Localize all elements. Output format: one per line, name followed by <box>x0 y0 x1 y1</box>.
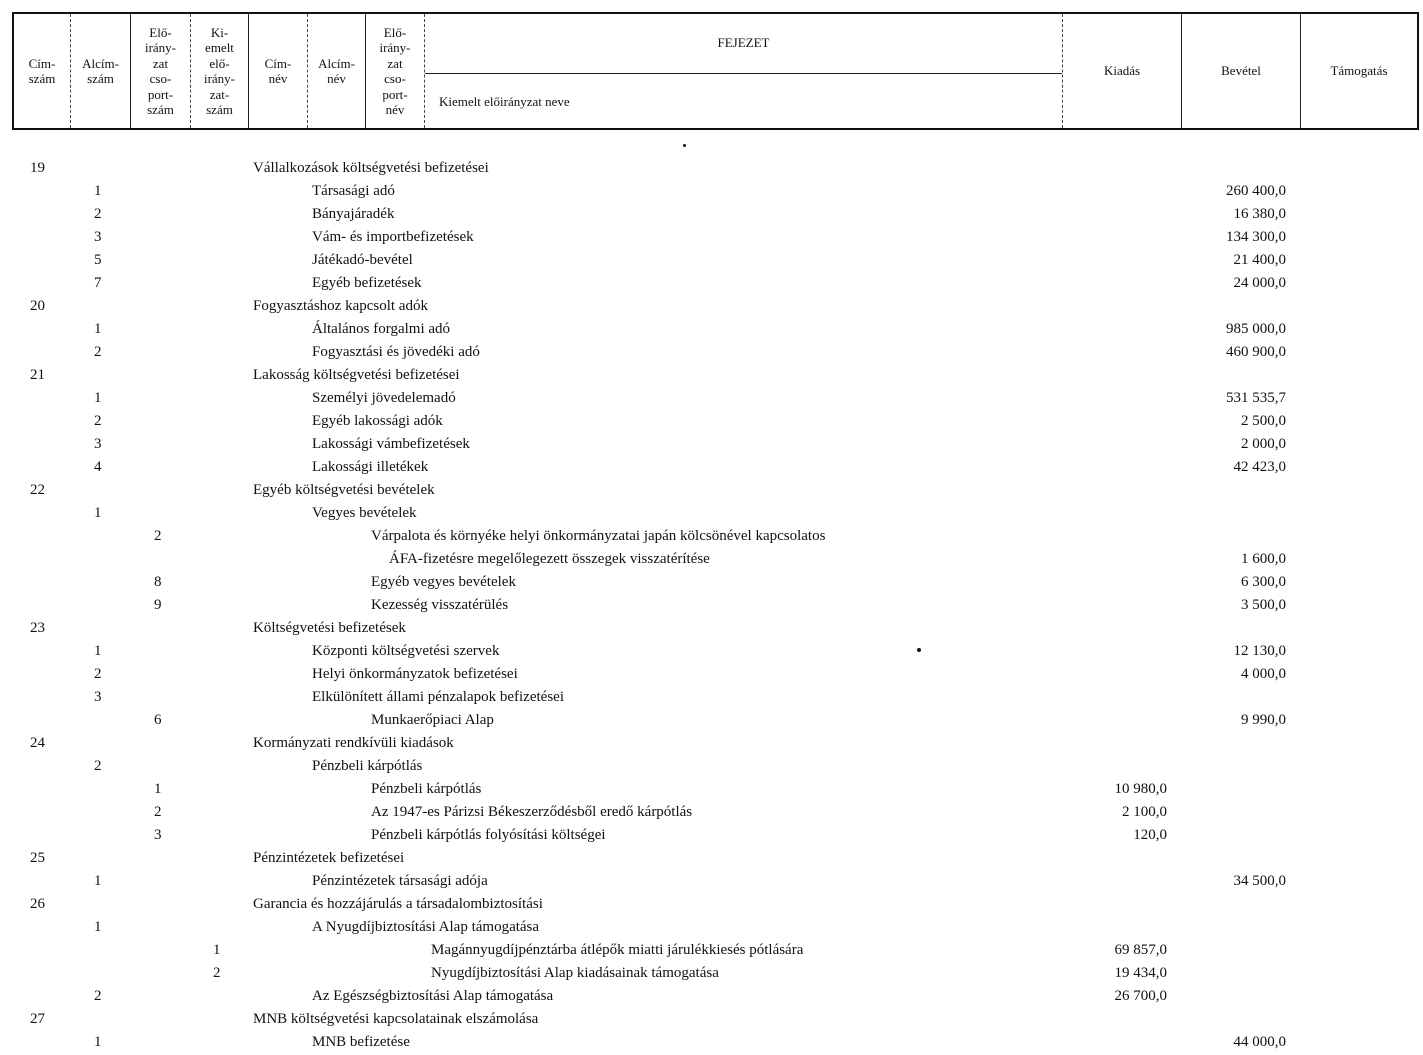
header-alcimszam: Alcím- szám <box>82 55 119 86</box>
row-name: Általános forgalmi adó <box>312 321 451 337</box>
row-code: 5 <box>94 252 102 268</box>
table-row <box>0 202 1423 225</box>
row-code: 20 <box>30 298 45 314</box>
row-code: 2 <box>94 758 102 774</box>
row-code: 21 <box>30 367 45 383</box>
table-row <box>0 570 1423 593</box>
row-name: Kezesség visszatérülés <box>371 597 509 613</box>
row-name: Pénzintézetek társasági adója <box>312 873 488 889</box>
row-code: 1 <box>94 873 102 889</box>
table-row <box>0 892 1423 915</box>
table-row <box>0 593 1423 616</box>
row-kiadas: 2 100,0 <box>1122 804 1167 820</box>
row-code: 3 <box>154 827 162 843</box>
header-tamogatas: Támogatás <box>1330 63 1388 79</box>
row-code: 1 <box>94 505 102 521</box>
row-code: 1 <box>94 321 102 337</box>
row-bevetel: 985 000,0 <box>1226 321 1286 337</box>
row-bevetel: 4 000,0 <box>1241 666 1286 682</box>
row-name: Helyi önkormányzatok befizetései <box>312 666 518 682</box>
table-row <box>0 363 1423 386</box>
table-row <box>0 271 1423 294</box>
row-code: 1 <box>94 643 102 659</box>
table-row <box>0 708 1423 731</box>
row-name: Bányajáradék <box>312 206 395 222</box>
row-code: 2 <box>94 988 102 1004</box>
table-row <box>0 225 1423 248</box>
table-row <box>0 1030 1423 1053</box>
row-name: Egyéb vegyes bevételek <box>371 574 516 590</box>
table-row <box>0 524 1423 570</box>
row-name: Lakossági vámbefizetések <box>312 436 470 452</box>
row-kiadas: 26 700,0 <box>1114 988 1167 1004</box>
table-row <box>0 179 1423 202</box>
table-row <box>0 248 1423 271</box>
row-code: 9 <box>154 597 162 613</box>
row-code: 27 <box>30 1011 45 1027</box>
row-bevetel: 134 300,0 <box>1226 229 1286 245</box>
table-row <box>0 800 1423 823</box>
row-code: 1 <box>94 390 102 406</box>
row-code: 25 <box>30 850 45 866</box>
table-row <box>0 846 1423 869</box>
header-kiemelt-eloiranyzat-neve: Kiemelt előirányzat neve <box>439 94 570 109</box>
row-name: Lakosság költségvetési befizetései <box>253 367 460 383</box>
table-row <box>0 432 1423 455</box>
row-name: Pénzbeli kárpótlás <box>312 758 423 774</box>
row-code: 2 <box>94 344 102 360</box>
header-cimnev: Cím- név <box>264 55 292 86</box>
row-bevetel: 460 900,0 <box>1226 344 1286 360</box>
row-code: 8 <box>154 574 162 590</box>
row-name: Az 1947-es Párizsi Békeszerződésből eredő kárpótlás <box>371 804 693 820</box>
row-name: Munkaerőpiaci Alap <box>371 712 494 728</box>
table-row <box>0 409 1423 432</box>
budget-table-body <box>0 156 1423 1053</box>
row-name: Az Egészségbiztosítási Alap támogatása <box>312 988 554 1004</box>
row-code: 22 <box>30 482 45 498</box>
table-row <box>0 386 1423 409</box>
table-row <box>0 869 1423 892</box>
header-kiadas: Kiadás <box>1103 63 1141 79</box>
row-name: Vállalkozások költségvetési befizetései <box>253 160 489 176</box>
row-code: 6 <box>154 712 162 728</box>
header-bevetel: Bevétel <box>1221 63 1261 79</box>
row-name: Központi költségvetési szervek <box>312 643 500 659</box>
row-name: Vám- és importbefizetések <box>312 229 474 245</box>
row-name: Költségvetési befizetések <box>253 620 406 636</box>
table-row <box>0 340 1423 363</box>
row-kiadas: 120,0 <box>1133 827 1167 843</box>
row-name: Garancia és hozzájárulás a társadalombiztosítási <box>253 896 543 912</box>
row-code: 1 <box>94 919 102 935</box>
row-code: 2 <box>154 528 162 544</box>
row-name: Fogyasztáshoz kapcsolt adók <box>253 298 428 314</box>
table-row <box>0 823 1423 846</box>
row-bevetel: 16 380,0 <box>1233 206 1286 222</box>
row-code: 3 <box>94 229 102 245</box>
row-code: 3 <box>94 689 102 705</box>
row-code: 3 <box>94 436 102 452</box>
row-bevetel: 21 400,0 <box>1233 252 1286 268</box>
table-row <box>0 777 1423 800</box>
row-code: 2 <box>94 206 102 222</box>
table-row <box>0 156 1423 179</box>
row-bevetel: 44 000,0 <box>1233 1034 1286 1050</box>
row-bevetel: 2 500,0 <box>1241 413 1286 429</box>
row-bevetel: 6 300,0 <box>1241 574 1286 590</box>
row-kiadas: 10 980,0 <box>1114 781 1167 797</box>
table-row <box>0 455 1423 478</box>
row-name: Pénzintézetek befizetései <box>253 850 405 866</box>
row-bevetel: 12 130,0 <box>1233 643 1286 659</box>
row-bevetel: 1 600,0 <box>1241 551 1286 567</box>
row-name: Pénzbeli kárpótlás folyósítási költségei <box>371 827 606 843</box>
header-alcimnev: Alcím- név <box>318 55 355 86</box>
row-code: 2 <box>94 666 102 682</box>
row-name: Nyugdíjbiztosítási Alap kiadásainak támogatása <box>431 965 719 981</box>
header-fejezet: FEJEZET <box>717 35 770 50</box>
row-name: Kormányzati rendkívüli kiadások <box>253 735 454 751</box>
row-name: A Nyugdíjbiztosítási Alap támogatása <box>312 919 540 935</box>
table-row <box>0 938 1423 961</box>
row-code: 2 <box>213 965 221 981</box>
row-name: Társasági adó <box>312 183 395 199</box>
row-name: MNB befizetése <box>312 1034 410 1050</box>
row-name: Egyéb befizetések <box>312 275 422 291</box>
scan-speck <box>683 144 686 147</box>
row-code: 24 <box>30 735 45 751</box>
table-row <box>0 731 1423 754</box>
header-kiemelt-eloiranyzatszam: Ki- emelt elő- irány- zat- szám <box>203 24 236 117</box>
row-bevetel: 260 400,0 <box>1226 183 1286 199</box>
table-header <box>12 12 1419 130</box>
table-row <box>0 961 1423 984</box>
table-row <box>0 639 1423 662</box>
row-name: Egyéb költségvetési bevételek <box>253 482 435 498</box>
table-row <box>0 1007 1423 1030</box>
row-code: 1 <box>94 1034 102 1050</box>
row-name: Személyi jövedelemadó <box>312 390 456 406</box>
table-row <box>0 317 1423 340</box>
row-kiadas: 19 434,0 <box>1114 965 1167 981</box>
table-row <box>0 685 1423 708</box>
table-row <box>0 754 1423 777</box>
row-name: Pénzbeli kárpótlás <box>371 781 482 797</box>
row-bevetel: 3 500,0 <box>1241 597 1286 613</box>
row-code: 23 <box>30 620 45 636</box>
row-code: 19 <box>30 160 45 176</box>
row-kiadas: 69 857,0 <box>1114 942 1167 958</box>
header-cimszam: Cím- szám <box>28 55 56 86</box>
row-name: Várpalota és környéke helyi önkormányzatai japán kölcsönével kapcsolatos <box>371 528 826 544</box>
row-bevetel: 24 000,0 <box>1233 275 1286 291</box>
table-row <box>0 501 1423 524</box>
row-name: MNB költségvetési kapcsolatainak elszámolása <box>253 1011 539 1027</box>
row-code: 7 <box>94 275 102 291</box>
table-row <box>0 662 1423 685</box>
row-name: Lakossági illetékek <box>312 459 429 475</box>
row-name: Fogyasztási és jövedéki adó <box>312 344 480 360</box>
row-code: 1 <box>213 942 221 958</box>
row-code: 26 <box>30 896 45 912</box>
row-name: Játékadó-bevétel <box>312 252 413 268</box>
row-name: Egyéb lakossági adók <box>312 413 443 429</box>
row-bevetel: 9 990,0 <box>1241 712 1286 728</box>
row-bevetel: 2 000,0 <box>1241 436 1286 452</box>
row-code: 2 <box>94 413 102 429</box>
row-name: Elkülönített állami pénzalapok befizetései <box>312 689 564 705</box>
table-row <box>0 616 1423 639</box>
row-name-continued: ÁFA-fizetésre megelőlegezett összegek visszatérítése <box>389 551 710 567</box>
header-eloiranyzat-csoportnev: Elő- irány- zat cso- port- név <box>379 24 411 117</box>
row-code: 4 <box>94 459 102 475</box>
header-eloiranyzat-csoportszam: Elő- irány- zat cso- port- szám <box>144 24 177 117</box>
row-bevetel: 531 535,7 <box>1226 390 1286 406</box>
row-code: 1 <box>154 781 162 797</box>
table-row <box>0 294 1423 317</box>
table-row <box>0 478 1423 501</box>
row-name: Vegyes bevételek <box>312 505 417 521</box>
row-name: Magánnyugdíjpénztárba átlépők miatti járulékkiesés pótlására <box>431 942 804 958</box>
row-code: 2 <box>154 804 162 820</box>
table-row <box>0 915 1423 938</box>
row-bevetel: 42 423,0 <box>1233 459 1286 475</box>
row-bevetel: 34 500,0 <box>1233 873 1286 889</box>
table-row <box>0 984 1423 1007</box>
row-code: 1 <box>94 183 102 199</box>
